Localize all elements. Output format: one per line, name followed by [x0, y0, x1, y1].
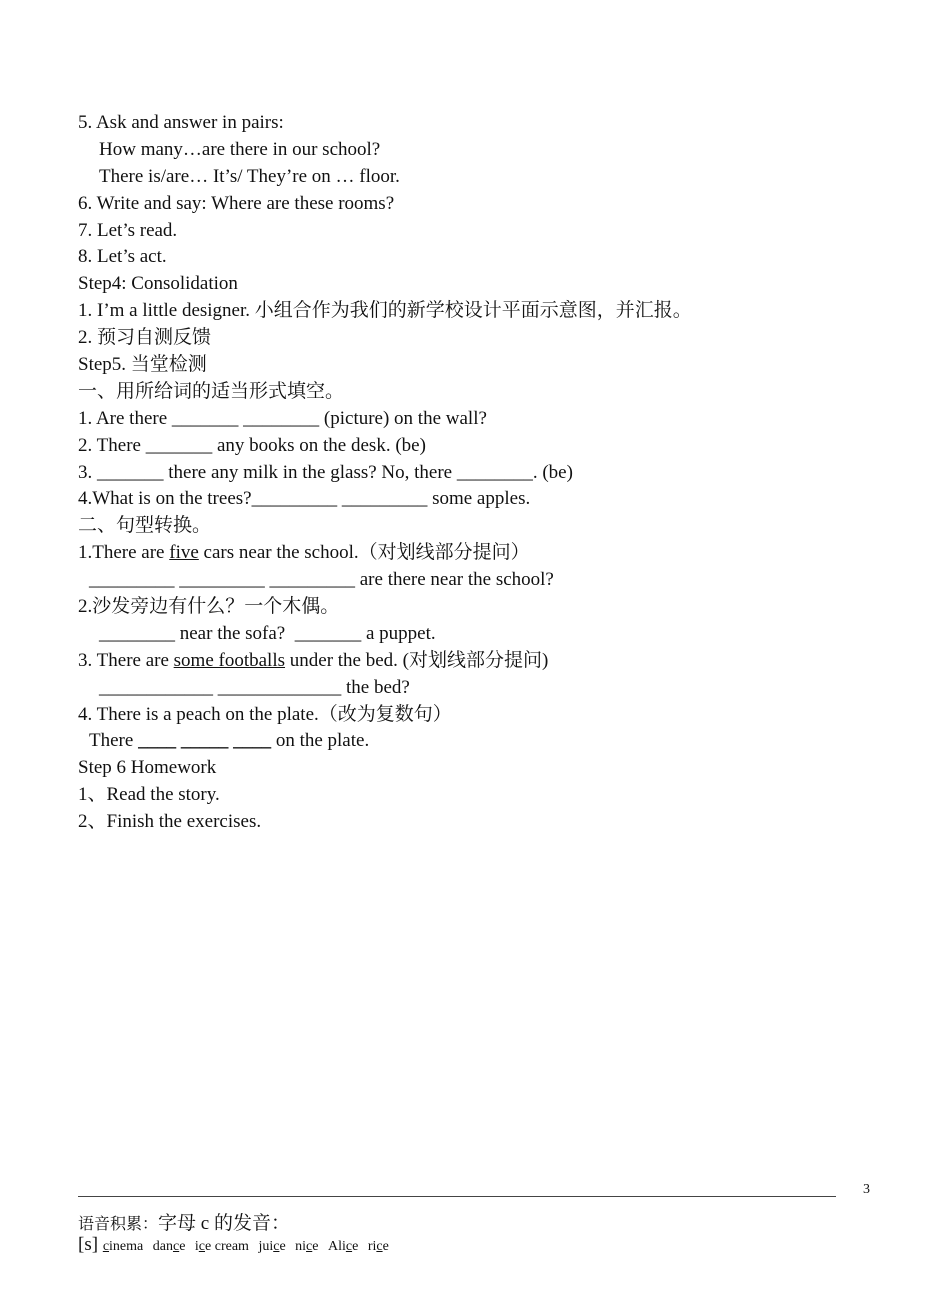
- phonics-title: 语音积累：字母 c 的发音：: [78, 1213, 290, 1234]
- step4-item-2: 2. 预习自测反馈: [78, 327, 212, 349]
- step4-heading: Step4: Consolidation: [78, 273, 238, 295]
- phonics-word: ice cream: [194, 1239, 249, 1254]
- phonics-word: rice: [367, 1239, 389, 1254]
- task-8: 8. Let’s act.: [78, 246, 167, 268]
- phonics-words: [78, 1234, 389, 1256]
- task-5: 5. Ask and answer in pairs:: [78, 112, 284, 133]
- fill-question-1: 1. Are there _______ ________ (picture) on the wall?: [78, 407, 487, 429]
- footer-divider: [78, 1196, 836, 1197]
- section-1-heading: 一、用所给词的适当形式填空。: [78, 380, 345, 402]
- phoneme: [s]: [78, 1234, 99, 1255]
- underlined-word: five: [169, 542, 199, 564]
- answer-blank: ____: [138, 730, 177, 752]
- task-7: 7. Let’s read.: [78, 219, 178, 241]
- page-number: 3: [863, 1182, 870, 1197]
- answer-blank: _____: [180, 730, 229, 752]
- transform-question-1: 1.There are five cars near the school.（对划线部分提问）: [78, 542, 530, 564]
- homework-item-2: 2、Finish the exercises.: [78, 811, 262, 833]
- underlined-phrase: some footballs: [173, 649, 286, 671]
- task-5-question: How many…are there in our school?: [99, 138, 381, 160]
- phonics-word: cinema: [102, 1239, 144, 1254]
- fill-question-3: 3. _______ there any milk in the glass? No, there ________. (be): [78, 461, 573, 483]
- transform-answer-4: There ____ _____ ____ on the plate.: [89, 730, 370, 752]
- worksheet-body: [78, 110, 878, 836]
- phonics-word: nice: [295, 1239, 319, 1254]
- fill-question-2: 2. There _______ any books on the desk. (be): [78, 434, 426, 456]
- task-5-answer: There is/are… It’s/ They’re on … floor.: [99, 165, 400, 187]
- step4-item-1: 1. I’m a little designer. 小组合作为我们的新学校设计平面示意图，并汇报。: [78, 300, 692, 322]
- homework-item-1: 1、Read the story.: [78, 784, 220, 806]
- step5-heading: Step5. 当堂检测: [78, 354, 207, 376]
- transform-question-3: 3. There are some footballs under the bed. (对划线部分提问): [78, 649, 549, 671]
- transform-question-2: 2.沙发旁边有什么？一个木偶。: [78, 596, 340, 618]
- phonics-word: Alice: [327, 1239, 359, 1254]
- transform-question-4: 4. There is a peach on the plate.（改为复数句）: [78, 703, 452, 725]
- phonics-word: juice: [258, 1239, 286, 1254]
- transform-answer-2: ________ near the sofa? _______ a puppet.: [99, 622, 436, 644]
- step6-heading: Step 6 Homework: [78, 757, 217, 779]
- task-6: 6. Write and say: Where are these rooms?: [78, 192, 395, 214]
- answer-blank: ____: [233, 730, 272, 752]
- transform-answer-1: _________ _________ _________ are there near the school?: [89, 569, 554, 591]
- section-2-heading: 二、句型转换。: [78, 515, 212, 537]
- phonics-word: dance: [152, 1239, 186, 1254]
- fill-question-4: 4.What is on the trees?_________ _________ some apples.: [78, 488, 531, 510]
- transform-answer-3: ____________ _____________ the bed?: [99, 676, 410, 698]
